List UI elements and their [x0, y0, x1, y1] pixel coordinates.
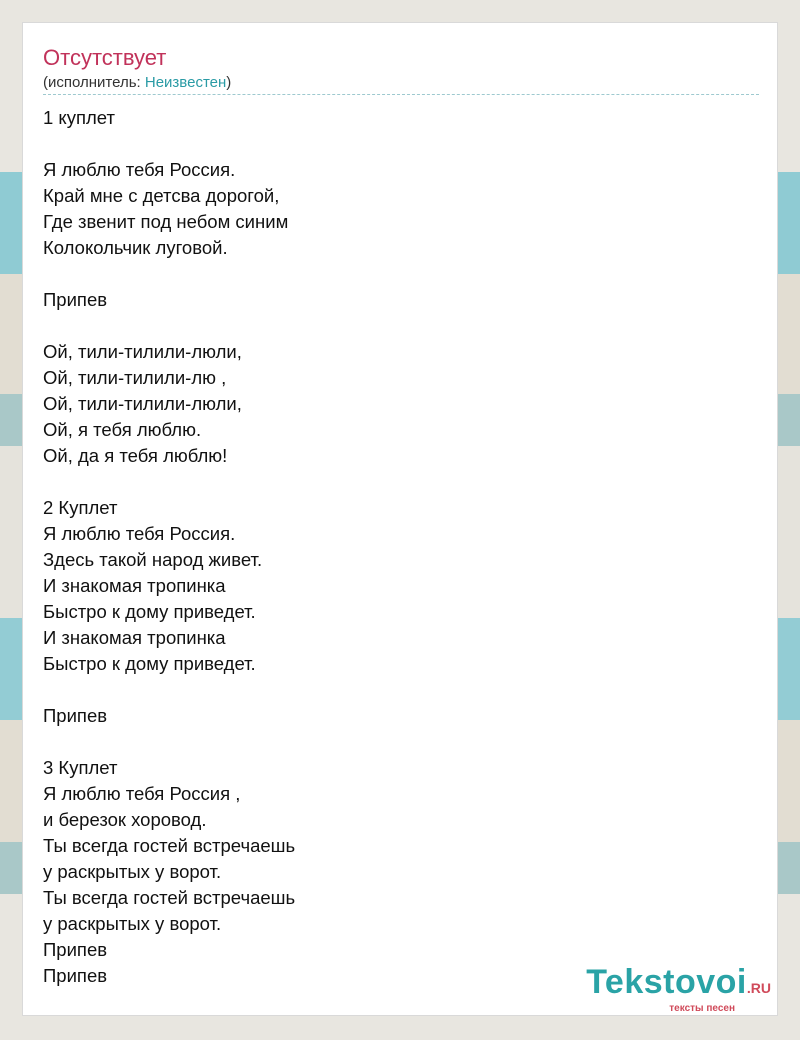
- lyric-line: Край мне с детсва дорогой,: [43, 185, 280, 206]
- performer-suffix: ): [226, 74, 232, 91]
- lyric-line: Я люблю тебя Россия.: [43, 523, 236, 544]
- lyric-line: [43, 677, 295, 703]
- lyric-line: у раскрытых у ворот.: [43, 913, 222, 934]
- lyric-line: Я люблю тебя Россия.: [43, 159, 236, 180]
- lyric-line: [43, 313, 295, 339]
- lyric-line: [43, 469, 295, 495]
- performer-line: [43, 74, 231, 92]
- lyric-line: [43, 729, 295, 755]
- logo-tagline: тексты песен: [669, 1003, 735, 1014]
- logo-tld: .RU: [746, 980, 771, 996]
- lyric-line: Где звенит под небом синим: [43, 211, 289, 232]
- lyric-line: Ой, тили-тилили-лю ,: [43, 367, 227, 388]
- lyric-line: 2 Куплет: [43, 497, 118, 518]
- lyric-line: Припев: [43, 965, 108, 986]
- lyric-line: Быстро к дому приведет.: [43, 601, 256, 622]
- lyric-line: Здесь такой народ живет.: [43, 549, 263, 570]
- lyric-line: Припев: [43, 705, 108, 726]
- lyric-line: Ой, тили-тилили-люли,: [43, 341, 242, 362]
- lyric-line: [43, 131, 295, 157]
- logo-name: Tekstovoi: [586, 963, 747, 1001]
- lyric-line: Быстро к дому приведет.: [43, 653, 256, 674]
- lyric-line: Ой, тили-тилили-люли,: [43, 393, 242, 414]
- lyric-line: Ты всегда гостей встречаешь: [43, 887, 296, 908]
- lyrics-card: [22, 22, 778, 1016]
- divider: [43, 94, 759, 95]
- lyric-line: Припев: [43, 939, 108, 960]
- lyric-line: [43, 261, 295, 287]
- lyric-line: Ой, да я тебя люблю!: [43, 445, 228, 466]
- lyric-line: 1 куплет: [43, 107, 115, 128]
- lyric-line: Колокольчик луговой.: [43, 237, 228, 258]
- logo-wordmark: [586, 964, 771, 1006]
- lyric-line: и березок хоровод.: [43, 809, 207, 830]
- lyric-line: 3 Куплет: [43, 757, 118, 778]
- lyrics-text: [43, 105, 295, 989]
- performer-link[interactable]: Неизвестен: [144, 74, 227, 91]
- site-logo[interactable]: [586, 964, 771, 1015]
- lyric-line: Ой, я тебя люблю.: [43, 419, 202, 440]
- performer-prefix: (исполнитель:: [43, 74, 145, 91]
- lyric-line: Я люблю тебя Россия ,: [43, 783, 241, 804]
- lyric-line: Припев: [43, 289, 108, 310]
- lyric-line: Ты всегда гостей встречаешь: [43, 835, 296, 856]
- lyric-line: у раскрытых у ворот.: [43, 861, 222, 882]
- song-title: Отсутствует: [43, 45, 167, 70]
- lyric-line: И знакомая тропинка: [43, 627, 226, 648]
- lyric-line: И знакомая тропинка: [43, 575, 226, 596]
